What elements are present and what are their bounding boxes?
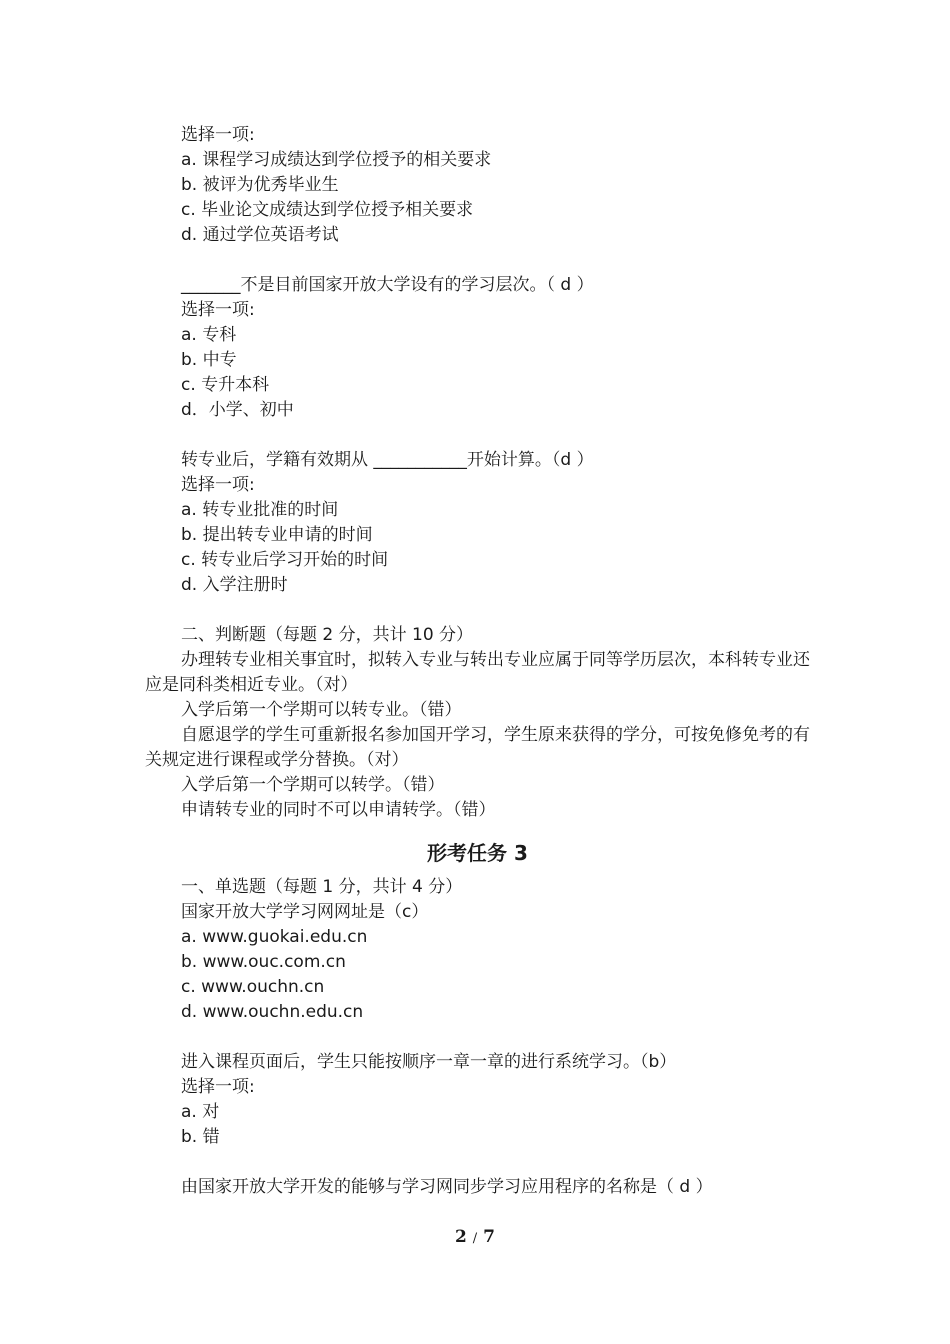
option-c: c. 毕业论文成绩达到学位授予相关要求 (181, 200, 474, 220)
page-separator: / (472, 1231, 478, 1246)
option-b: b. www.ouc.com.cn (181, 952, 346, 972)
option-b: b. 提出转专业申请的时间 (181, 525, 373, 545)
task-title: 形考任务 3 (427, 841, 528, 865)
option-c: c. 专升本科 (181, 375, 270, 395)
judge-item: 入学后第一个学期可以转专业。（错） (181, 700, 462, 720)
option-d: d．小学、初中 (181, 400, 294, 420)
choice-prompt: 选择一项: (181, 475, 255, 495)
option-b: b. 中专 (181, 350, 237, 370)
option-a: a. 对 (181, 1102, 220, 1122)
spacer (145, 1150, 810, 1175)
current-page: 2 (455, 1227, 467, 1247)
judge-item: 入学后第一个学期可以转学。（错） (181, 775, 445, 795)
option-d: d. 通过学位英语考试 (181, 225, 339, 245)
option-c: c. 转专业后学习开始的时间 (181, 550, 389, 570)
option-d: d. www.ouchn.edu.cn (181, 1002, 364, 1022)
spacer (145, 598, 810, 623)
option-b: b. 被评为优秀毕业生 (181, 175, 339, 195)
option-d: d. 入学注册时 (181, 575, 288, 595)
choice-prompt: 选择一项: (181, 1077, 255, 1097)
choice-prompt: 选择一项: (181, 300, 255, 320)
question-text: 进入课程页面后，学生只能按顺序一章一章的进行系统学习。（b） (181, 1052, 677, 1072)
judge-item: 办理转专业相关事宜时，拟转入专业与转出专业应属于同等学历层次，本科转专业还应是同科类相近专业。（对） (145, 650, 810, 695)
choice-prompt: 选择一项: (181, 125, 255, 145)
question-text: 由国家开放大学开发的能够与学习网同步学习应用程序的名称是（ d ） (181, 1177, 713, 1197)
judge-item: 申请转专业的同时不可以申请转学。（错） (181, 800, 496, 820)
total-pages: 7 (483, 1227, 495, 1247)
question-text: _______不是目前国家开放大学设有的学习层次。（ d ） (181, 275, 594, 295)
option-b: b. 错 (181, 1127, 220, 1147)
section-heading: 一、单选题（每题 1 分，共计 4 分） (181, 877, 463, 897)
judge-item: 自愿退学的学生可重新报名参加国开学习，学生原来获得的学分，可按免修免考的有关规定进行课程或学分替换。（对） (145, 725, 810, 770)
spacer (145, 423, 810, 448)
spacer (145, 248, 810, 273)
option-a: a. www.guokai.edu.cn (181, 927, 368, 947)
question-text: 转专业后，学籍有效期从 ___________开始计算。（d ） (181, 450, 594, 470)
option-a: a. 课程学习成绩达到学位授予的相关要求 (181, 150, 492, 170)
section-heading: 二、判断题（每题 2 分，共计 10 分） (181, 625, 474, 645)
option-a: a. 专科 (181, 325, 237, 345)
page-content (145, 123, 810, 1200)
page-number (0, 1227, 950, 1247)
option-c: c. www.ouchn.cn (181, 977, 325, 997)
spacer (145, 1025, 810, 1050)
question-text: 国家开放大学学习网网址是（c） (181, 902, 429, 922)
option-a: a. 转专业批准的时间 (181, 500, 339, 520)
